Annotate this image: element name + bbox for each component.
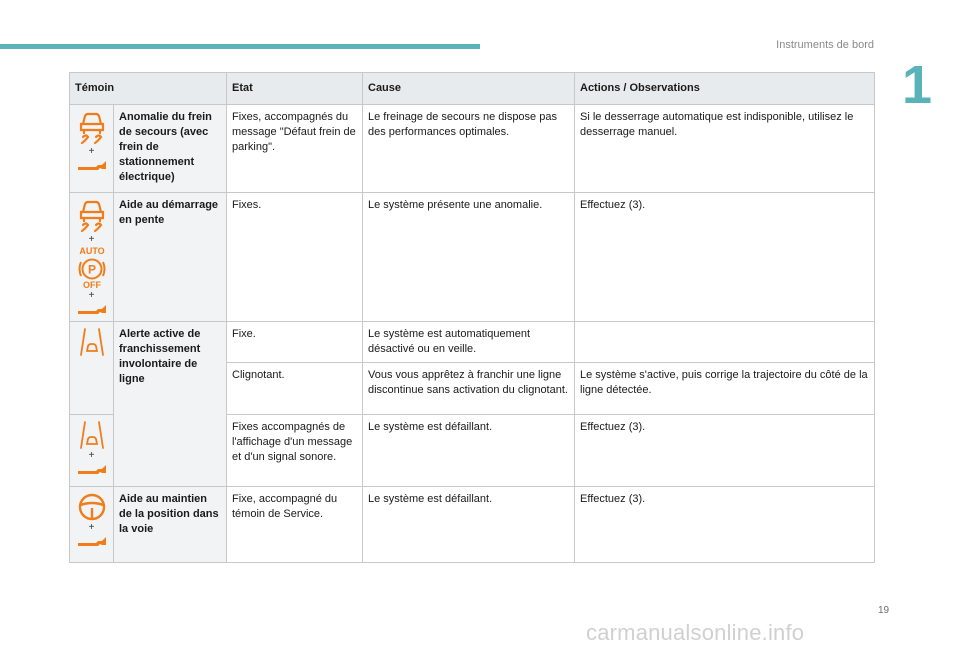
watermark: carmanualsonline.info [586,620,805,645]
action-cell: Effectuez (3). [575,415,875,487]
wrench-icon [76,158,108,172]
cause-cell: Vous vous apprêtez à franchir une ligne discontinue sans activation du clignotant. [363,363,575,415]
action-cell: Effectuez (3). [575,193,875,322]
action-cell: Effectuez (3). [575,487,875,563]
parking-brake-car-icon [77,110,107,146]
warning-name: Aide au maintien de la position dans la voie [114,487,227,563]
warning-name: Aide au démarrage en pente [114,193,227,322]
chapter-number: 1 [902,55,933,115]
warning-lights-table [69,72,875,563]
column-header-temoin: Témoin [70,73,227,105]
warning-name: Anomalie du frein de secours (avec frein de stationnement électrique) [114,105,227,193]
auto-label: AUTO [78,246,105,256]
column-header-etat: Etat [227,73,363,105]
plus-sign: + [88,522,95,533]
plus-sign: + [88,290,95,301]
cause-cell: Le système est défaillant. [363,415,575,487]
lane-departure-icon [77,327,107,357]
auto-off-park-icon [75,246,109,290]
plus-sign: + [88,450,95,461]
wrench-icon [76,302,108,316]
column-header-actions: Actions / Observations [575,73,875,105]
action-cell: Si le desserrage automatique est indisponible, utilisez le desserrage manuel. [575,105,875,193]
table-row [70,487,875,563]
cause-cell: Le système est automatiquement désactivé ou en veille. [363,322,575,363]
icon-cell [70,193,114,322]
table-row [70,105,875,193]
action-cell [575,322,875,363]
icon-cell [70,322,114,415]
p-label: P [87,262,96,277]
icon-cell [70,487,114,563]
off-label: OFF [82,280,101,290]
plus-sign: + [88,146,95,157]
column-header-cause: Cause [363,73,575,105]
steering-wheel-icon [77,492,107,522]
table-row [70,193,875,322]
state-cell: Clignotant. [227,363,363,415]
wrench-icon [76,462,108,476]
header-accent-bar [0,44,480,49]
action-cell: Le système s'active, puis corrige la trajectoire du côté de la ligne détectée. [575,363,875,415]
table-header-row [70,73,875,105]
page-number: 19 [878,605,890,616]
state-cell: Fixes, accompagnés du message "Défaut frein de parking". [227,105,363,193]
table-row [70,322,875,363]
icon-cell [70,415,114,487]
state-cell: Fixes. [227,193,363,322]
plus-sign: + [88,234,95,245]
cause-cell: Le système est défaillant. [363,487,575,563]
state-cell: Fixe. [227,322,363,363]
hill-start-car-icon [77,198,107,234]
cause-cell: Le freinage de secours ne dispose pas des performances optimales. [363,105,575,193]
cause-cell: Le système présente une anomalie. [363,193,575,322]
state-cell: Fixe, accompagné du témoin de Service. [227,487,363,563]
section-title: Instruments de bord [776,39,874,51]
state-cell: Fixes accompagnés de l'affichage d'un message et d'un signal sonore. [227,415,363,487]
warning-name: Alerte active de franchissement involontaire de ligne [114,322,227,487]
wrench-icon [76,534,108,548]
lane-departure-icon [77,420,107,450]
icon-cell [70,105,114,193]
